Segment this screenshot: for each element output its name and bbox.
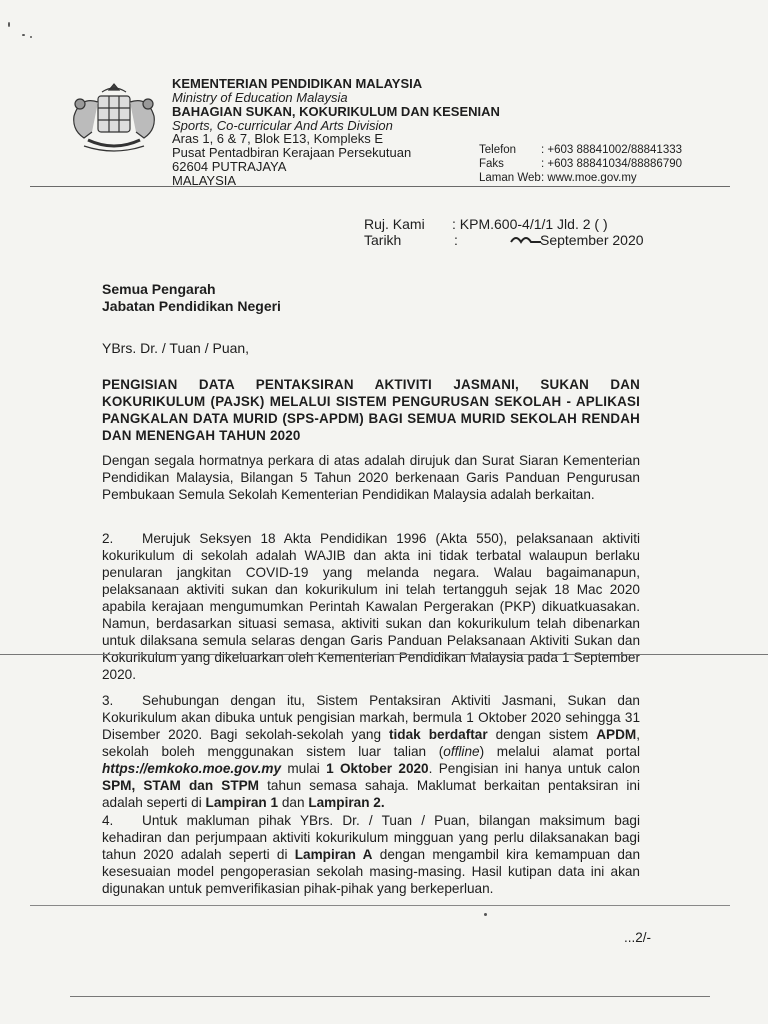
scan-fold-line	[0, 654, 768, 655]
fax-value: : +603 88841034/88886790	[541, 158, 683, 170]
paragraph-3-text: sehingga	[561, 710, 625, 725]
paragraph-2-text: Merujuk Seksyen 18 Akta Pendidikan 1996 (Akta 550), pelaksanaan aktiviti kokurikulum di sekolah adalah WAJIB dan akta ini tidak terbatal walaupun berlaku penularan jangkitan COVID-19 yang melanda negara. Walau bagaimanapun, pelaksanaan aktiviti sukan dan kokurikulum ini telah tertangguh sejak 18 Mac 2020 apabila kerajaan mengumumkan Perintah Kawalan Pergerakan (PKP) dikuatkuasakan. Namun, berdasarkan situasi semasa, aktiviti sukan dan kokurikulum telah dibenarkan untuk dilaksana semula selaras dengan Garis Panduan Pelaksanaan Aktiviti Sukan dan Kokurikulum yang dikeluarkan oleh Kementerian Pendidikan Malaysia pada 1 September 2020.	[102, 531, 640, 682]
coat-of-arms-crest	[58, 80, 170, 158]
ministry-name: KEMENTERIAN PENDIDIKAN MALAYSIA	[172, 76, 423, 91]
date-colon: :	[454, 232, 458, 248]
offline-start-date: 1 Oktober 2020	[326, 761, 429, 776]
paragraph-4-text: Untuk makluman pihak YBrs. Dr. / Tuan / Puan, bilangan maksimum bagi kehadiran dan perjumpaan aktiviti kokurikulum mingguan yang perlu dilaksanakan bagi tahun 2020 adalah seperti di	[102, 813, 640, 862]
scan-speck	[22, 34, 25, 36]
paragraph-3-text: mulai	[281, 761, 327, 776]
letterhead-divider	[30, 186, 730, 187]
fax-label: Faks	[479, 158, 504, 170]
handwritten-day-mark	[508, 232, 544, 248]
scan-bottom-line	[70, 996, 710, 997]
scan-speck	[30, 36, 32, 38]
paragraph-3-text: ) melalui alamat portal	[479, 744, 640, 759]
appendix-1-ref: Lampiran 1	[205, 795, 279, 810]
division-name-english: Sports, Co-curricular And Arts Division	[172, 118, 393, 133]
paragraph-3-text: dan	[278, 795, 309, 810]
paragraph-3-text: . Pengisian ini hanya untuk calon	[428, 761, 640, 776]
apdm-emphasis: APDM	[596, 727, 637, 742]
paragraph-4-text: dengan mengambil kira kemampuan dan kesesuaian model pengoperasian sekolah masing-masing. Hasil kutipan data ini akan digunakan untuk pemverifikasian pihak-pihak yang berkeperluan.	[102, 847, 641, 896]
paragraph-3-text: tahun semasa sahaja. Maklumat berkaitan pentaksiran ini adalah seperti di	[102, 778, 640, 810]
ministry-name-english: Ministry of Education Malaysia	[172, 90, 348, 105]
page-continuation-marker: ...2/-	[624, 930, 652, 945]
paragraph-3-text: Sehubungan dengan itu, Sistem Pentaksiran Aktiviti Jasmani, Sukan dan Kokurikulum akan dibuka untuk pengisian markah, bermula	[102, 693, 640, 725]
salutation: YBrs. Dr. / Tuan / Puan,	[102, 340, 250, 356]
division-name: BAHAGIAN SUKAN, KOKURIKULUM DAN KESENIAN	[172, 104, 500, 119]
website-value: : www.moe.gov.my	[541, 172, 637, 184]
telephone-label: Telefon	[479, 144, 517, 156]
paragraph-3-number: 3.	[102, 693, 114, 708]
addressee-department: Jabatan Pendidikan Negeri	[102, 298, 281, 314]
appendix-2-ref: Lampiran 2.	[308, 795, 385, 810]
paragraph-2	[102, 530, 640, 683]
paragraph-4-number: 4.	[102, 813, 114, 828]
paragraph-3-text: . Bagi sekolah-sekolah yang	[198, 727, 389, 742]
reference-label: Ruj. Kami	[364, 216, 425, 232]
scan-divider-line	[30, 905, 730, 906]
date-label: Tarikh	[364, 232, 402, 248]
reference-value: : KPM.600-4/1/1 Jld. 2 ( )	[452, 216, 608, 232]
address-line-4: MALAYSIA	[172, 173, 237, 188]
offline-term: offline	[443, 744, 480, 759]
paragraph-3	[102, 692, 640, 811]
scan-speck	[8, 22, 10, 27]
website-label: Laman Web	[479, 172, 541, 184]
exam-candidates: SPM, STAM dan STPM	[102, 778, 260, 793]
unregistered-emphasis: tidak berdaftar	[389, 727, 488, 742]
paragraph-3-text: dengan sistem	[487, 727, 597, 742]
scan-speck	[484, 913, 487, 916]
paragraph-1: Dengan segala hormatnya perkara di atas adalah dirujuk dan Surat Siaran Kementerian Pendidikan Malaysia, Bilangan 5 Tahun 2020 berkenaan Garis Panduan Pengurusan Pembukaan Semula Sekolah Kementerian Pendidikan Malaysia adalah berkaitan.	[102, 453, 640, 502]
letter-subject: PENGISIAN DATA PENTAKSIRAN AKTIVITI JASMANI, SUKAN DAN KOKURIKULUM (PAJSK) MELALUI SISTEM PENGURUSAN SEKOLAH - APLIKASI PANGKALAN DATA MURID (SPS-APDM) BAGI SEMUA MURID SEKOLAH RENDAH DAN MENENGAH TAHUN 2020	[102, 377, 640, 443]
address-line-2: Pusat Pentadbiran Kerajaan Persekutuan	[172, 145, 412, 160]
end-date: 31 Disember 2020	[102, 710, 641, 742]
address-line-3: 62604 PUTRAJAYA	[172, 159, 287, 174]
addressee-title: Semua Pengarah	[102, 281, 216, 297]
date-value: September 2020	[540, 232, 644, 248]
telephone-value: : +603 88841002/88841333	[541, 144, 683, 156]
paragraph-4	[102, 812, 640, 897]
paragraph-2-number: 2.	[102, 531, 114, 546]
appendix-a-ref: Lampiran A	[294, 847, 373, 862]
start-date: 1 Oktober 2020	[466, 710, 562, 725]
paragraph-3-text: , sekolah boleh menggunakan sistem luar talian (	[102, 727, 640, 759]
portal-link[interactable]: https://emkoko.moe.gov.my	[102, 761, 282, 776]
address-line-1: Aras 1, 6 & 7, Blok E13, Kompleks E	[172, 131, 383, 146]
